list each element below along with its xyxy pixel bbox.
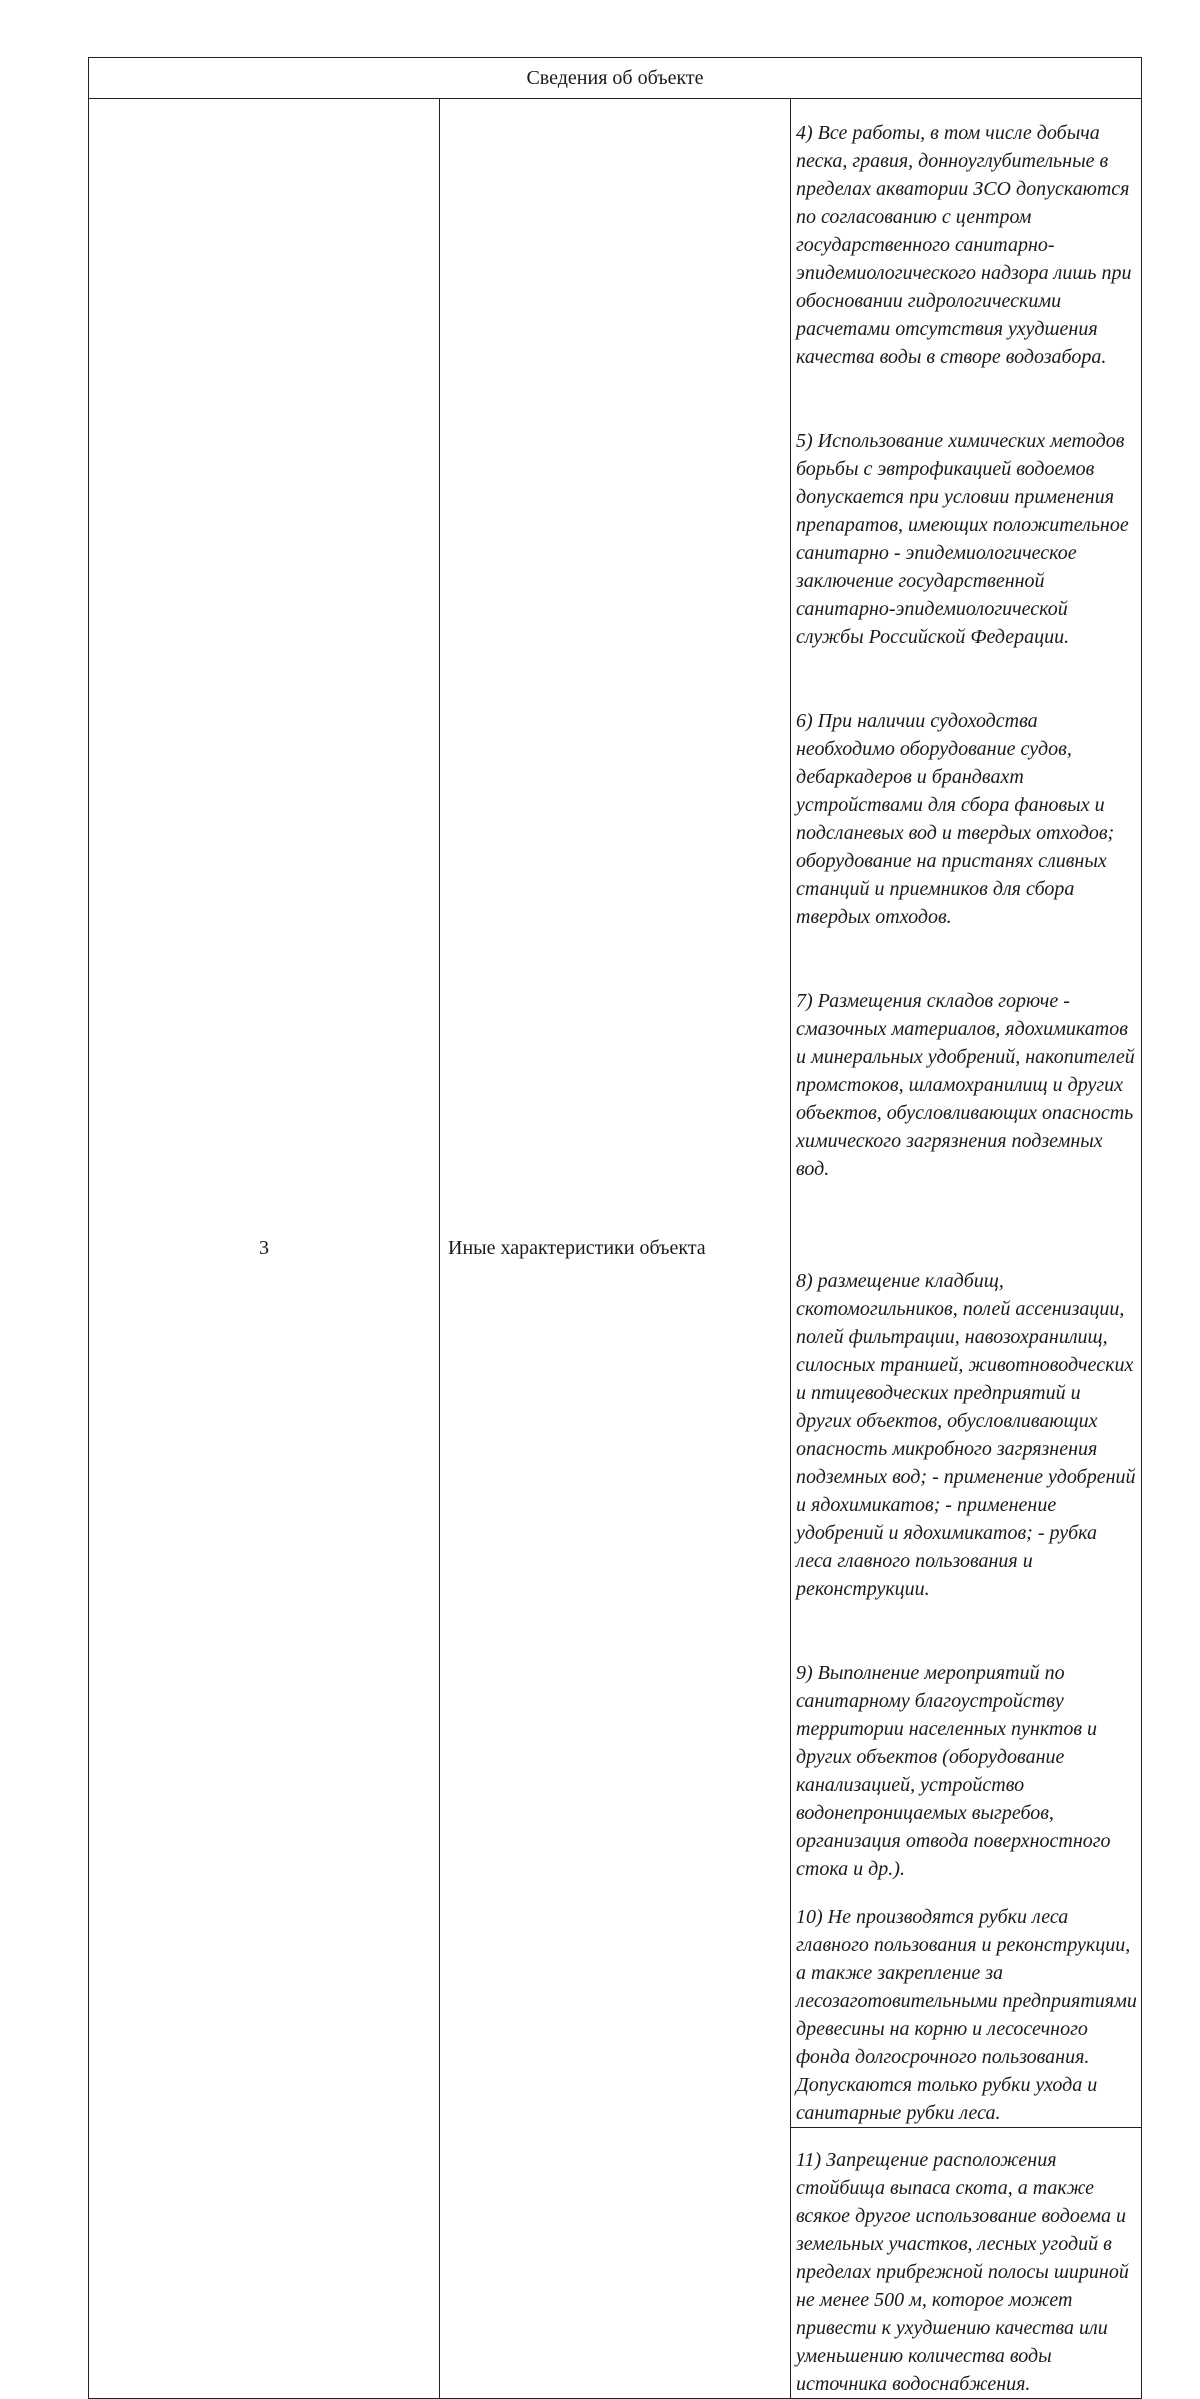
object-info-table <box>88 57 1142 2399</box>
paragraph-8: 8) размещение кладбищ, скотомогильников, полей ассенизации, полей фильтрации, навозохранилищ, силосных траншей, животноводческих и птицеводческих предприятий и других объектов, обусловливающих опасность микробного загрязнения подземных вод; - применение удобрений и ядохимикатов; - применение удобрений и ядохимикатов; - рубка леса главного пользования и реконструкции. <box>796 1270 1136 1600</box>
paragraph-11: 11) Запрещение расположения стойбища выпаса скота, а также всякое другое использование водоема и земельных участков, лесных угодий в пределах прибрежной полосы шириной не менее 500 м, которое может привести к ухудшению качества или уменьшению количества воды источника водоснабжения. <box>796 2149 1129 2395</box>
row-label: Иные характеристики объекта <box>440 99 791 2399</box>
paragraph-4: 4) Все работы, в том числе добыча песка, гравия, донноуглубительные в пределах акватории ЗСО допускаются по согласованию с центром государственного санитарно-эпидемиологического надзора лишь при обосновании гидрологическими расчетами отсутствия ухудшения качества воды в створе водозабора. <box>796 122 1132 368</box>
table-header-row <box>89 58 1142 99</box>
table-row <box>89 99 1142 2128</box>
paragraph-6: 6) При наличии судоходства необходимо оборудование судов, дебаркадеров и брандвахт устройствами для сбора фановых и подсланевых вод и твердых отходов; оборудование на пристанях сливных станций и приемников для сбора твердых отходов. <box>796 710 1115 928</box>
row-details-cell-last <box>791 2128 1142 2399</box>
row-details-cell <box>791 99 1142 2128</box>
paragraph-10: 10) Не производятся рубки леса главного пользования и реконструкции, а также закрепление за лесозаготовительными предприятиями древесины на корню и лесосечного фонда долгосрочного пользования. Допускаются только рубки ухода и санитарные рубки леса. <box>796 1906 1137 2124</box>
paragraph-7: 7) Размещения складов горюче - смазочных материалов, ядохимикатов и минеральных удобрений, накопителей промстоков, шламохранилищ и других объектов, обусловливающих опасность химического загрязнения подземных вод. <box>796 990 1135 1180</box>
table-header: Сведения об объекте <box>89 58 1142 99</box>
paragraph-9: 9) Выполнение мероприятий по санитарному благоустройству территории населенных пунктов и других объектов (оборудование канализацией, устройство водонепроницаемых выгребов, организация отвода поверхностного стока и др.). <box>796 1662 1111 1880</box>
paragraph-5: 5) Использование химических методов борьбы с эвтрофикацией водоемов допускается при условии применения препаратов, имеющих положительное санитарно - эпидемиологическое заключение государственной санитарно-эпидемиологической службы Российской Федерации. <box>796 430 1129 648</box>
row-number: 3 <box>89 99 440 2399</box>
